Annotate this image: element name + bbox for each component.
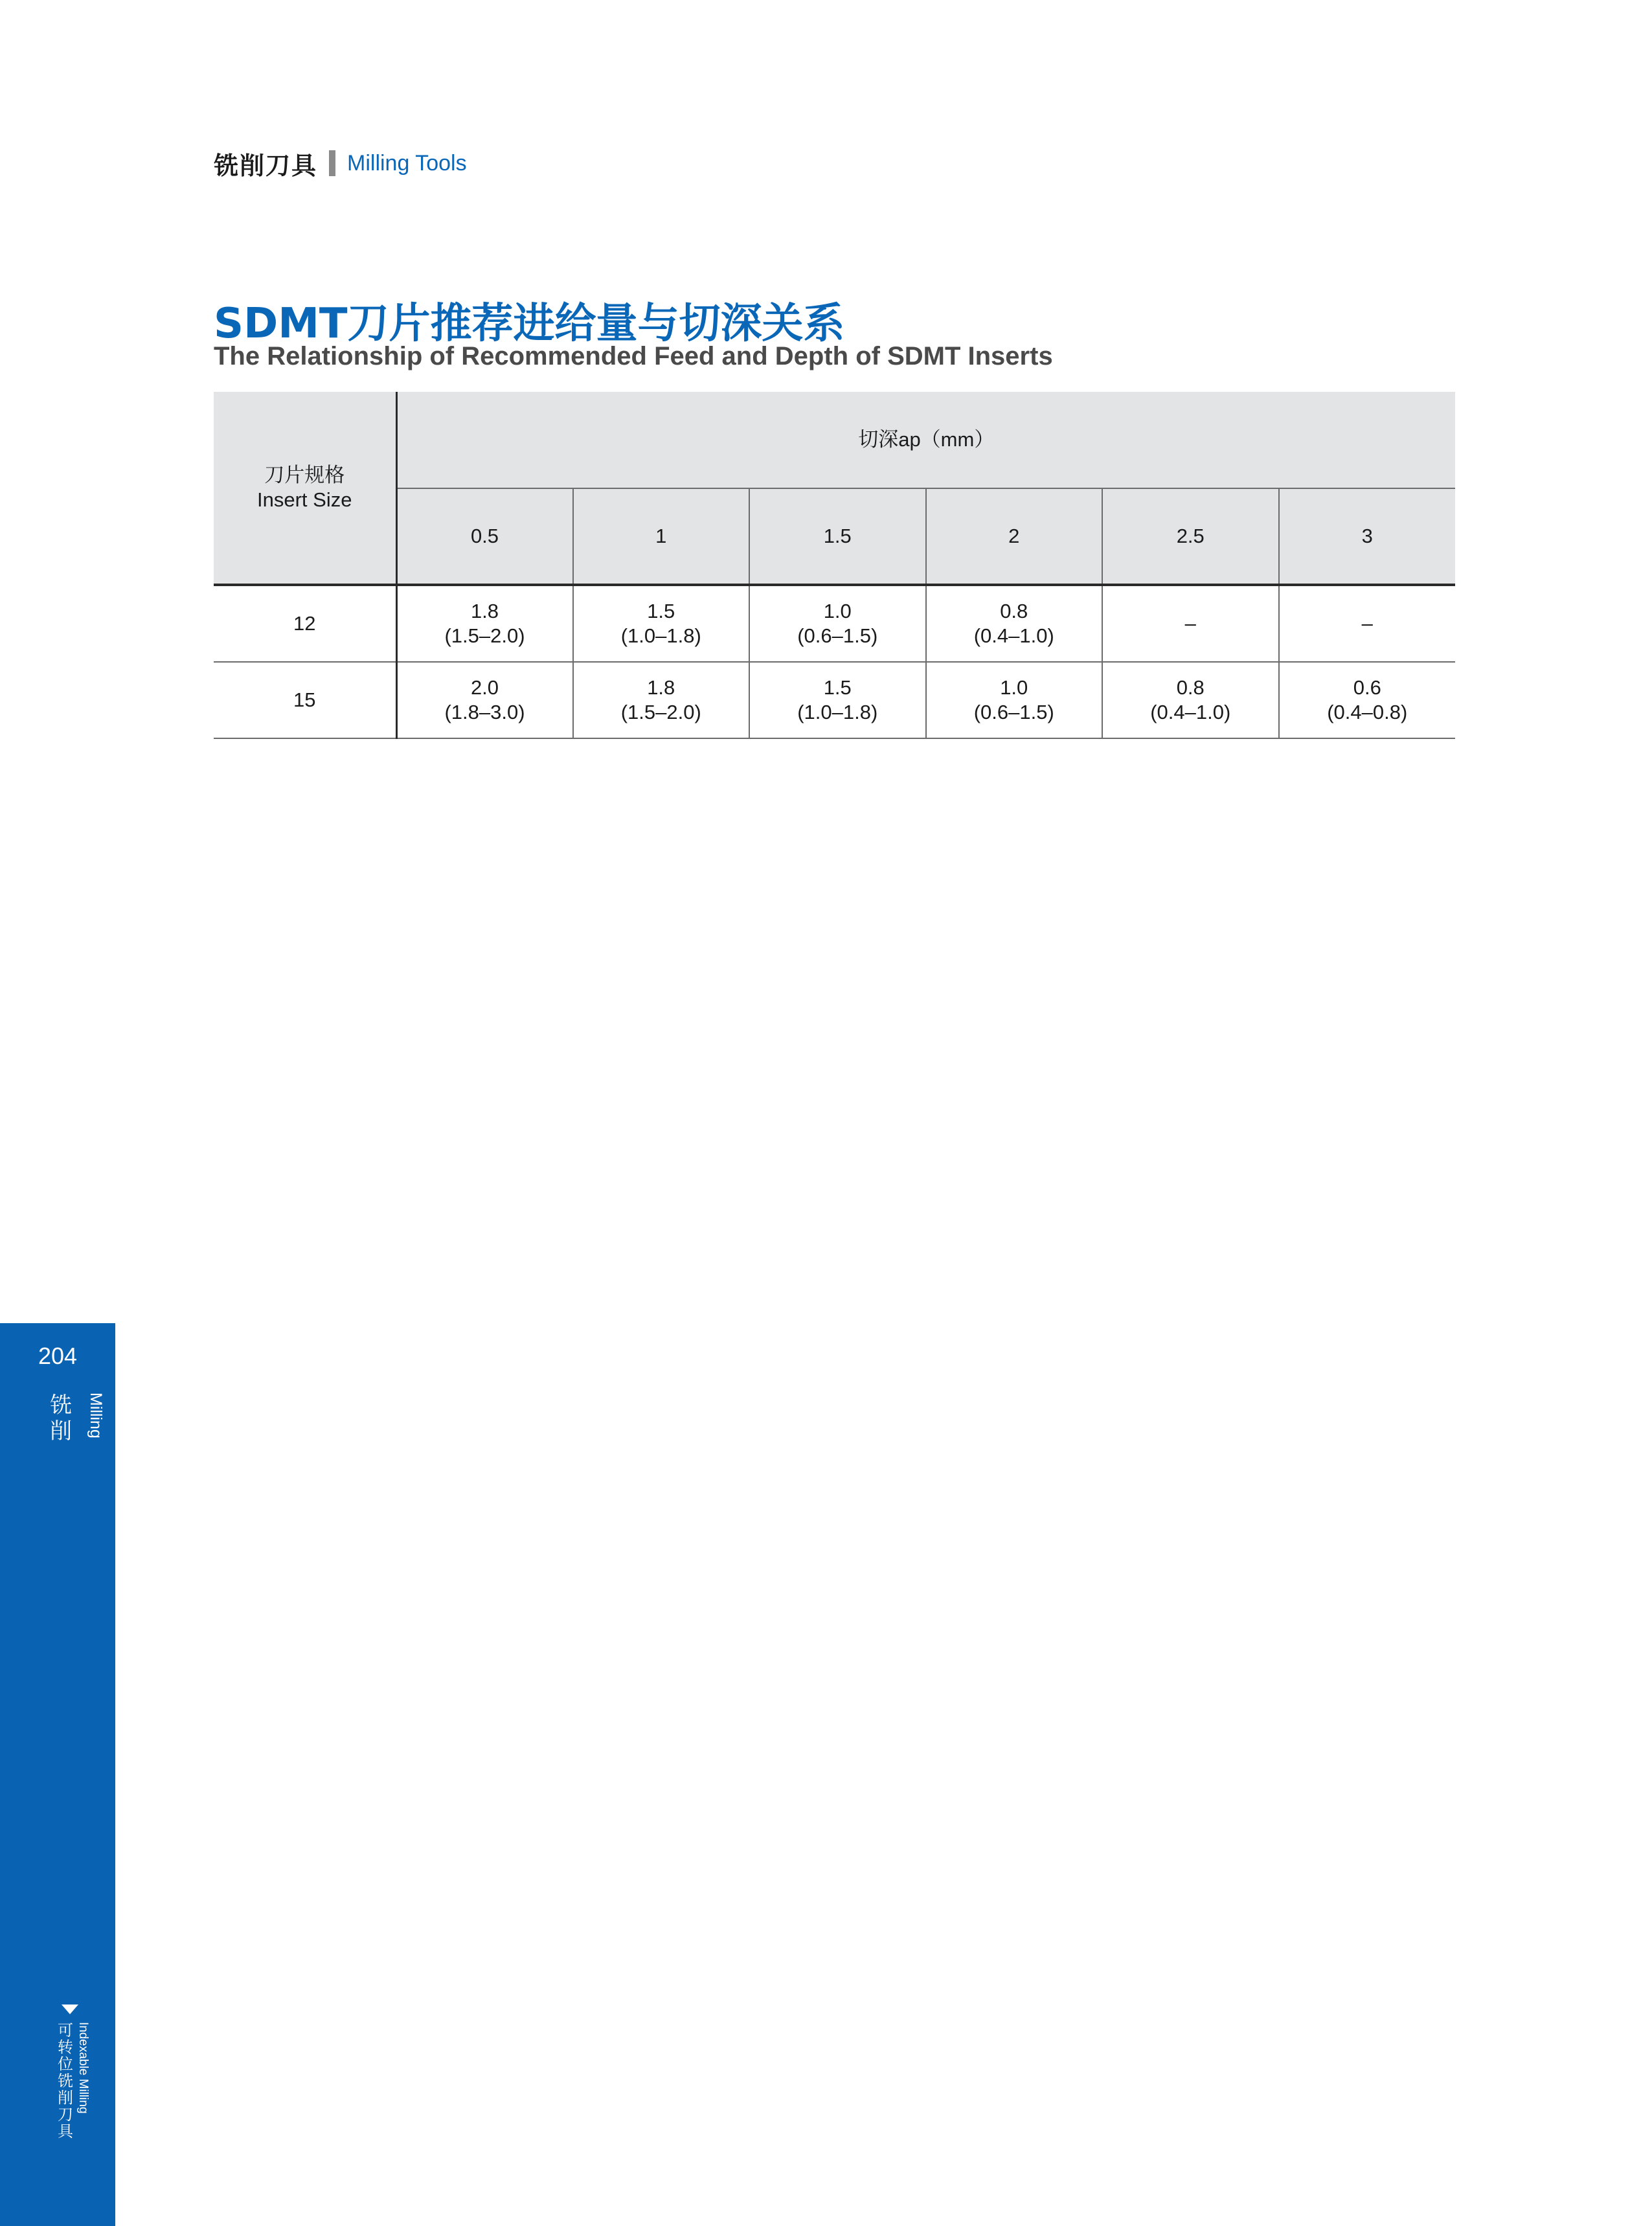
depth-value: 2 [926,488,1103,585]
feed-range: (1.8–3.0) [444,701,525,723]
feed-range: (0.6–1.5) [973,701,1054,723]
feed-cell [396,585,573,662]
running-header [214,144,467,183]
feed-cell [573,662,750,738]
feed-value: 1.8 [470,600,499,622]
feed-value: 2.0 [470,676,499,699]
feed-value: 1.5 [647,600,675,622]
side-chapter-char: 刀 [58,2106,73,2124]
side-chapter-char: 位 [58,2055,73,2073]
side-chapter-char: 铣 [58,2072,73,2090]
feed-value: – [1184,612,1196,635]
feed-cell [1279,662,1456,738]
insert-size-header [214,392,396,585]
feed-cell [1102,662,1279,738]
table-header-row [214,392,1455,488]
side-tab-label-cn [48,1392,74,1444]
feed-range: (0.6–1.5) [797,624,878,647]
insert-size-header-en: Insert Size [257,488,352,511]
feed-value: 0.6 [1353,676,1381,699]
feed-value: – [1361,612,1373,635]
side-chapter-char: 具 [58,2122,73,2141]
page-number: 204 [38,1343,78,1369]
feed-range: (1.0–1.8) [797,701,878,723]
feed-cell [1279,585,1456,662]
feed-value: 1.8 [647,676,675,699]
side-chapter-char: 转 [58,2038,73,2056]
feed-range: (1.5–2.0) [444,624,525,647]
depth-value: 0.5 [396,488,573,585]
insert-size-cell: 15 [214,662,396,738]
table-row [214,662,1455,738]
feed-range: (0.4–1.0) [1150,701,1231,723]
feed-cell [926,585,1103,662]
depth-value: 1.5 [749,488,926,585]
feed-value: 1.0 [1000,676,1028,699]
side-tab-label-en: Milling [87,1392,105,1438]
feed-cell [396,662,573,738]
page-title-en: The Relationship of Recommended Feed and Depth of SDMT Inserts [214,342,1053,370]
side-chapter-char: 可 [58,2021,73,2039]
feed-range: (1.0–1.8) [620,624,701,647]
table-row [214,585,1455,662]
feed-value: 1.5 [823,676,852,699]
feed-range: (0.4–0.8) [1327,701,1408,723]
feed-value: 0.8 [1176,676,1205,699]
feed-value: 0.8 [1000,600,1028,622]
insert-size-cell: 12 [214,585,396,662]
side-tab-char: 削 [50,1418,72,1444]
insert-size-header-cn: 刀片规格 [264,464,345,486]
feed-cell [749,662,926,738]
side-chapter-label-en: Indexable Milling [76,2022,90,2114]
depth-value: 2.5 [1102,488,1279,585]
feed-value: 1.0 [823,600,852,622]
feed-cell [1102,585,1279,662]
side-tab-char: 铣 [50,1392,72,1418]
triangle-down-icon [62,2005,78,2014]
feed-range: (0.4–1.0) [973,624,1054,647]
depth-value: 3 [1279,488,1456,585]
depth-of-cut-header: 切深ap（mm） [396,392,1455,488]
depth-value: 1 [573,488,750,585]
header-divider [329,150,335,176]
feed-range: (1.5–2.0) [620,701,701,723]
section-title-en: Milling Tools [347,150,467,176]
depth-values-row [214,488,1455,585]
feed-cell [573,585,750,662]
feed-depth-table [214,392,1455,739]
page-title-cn: SDMT刀片推荐进给量与切深关系 [214,300,845,348]
side-chapter-label-cn [56,2022,75,2140]
side-chapter-char: 削 [58,2089,73,2107]
feed-cell [749,585,926,662]
section-title-cn: 铣削刀具 [214,151,318,180]
feed-cell [926,662,1103,738]
